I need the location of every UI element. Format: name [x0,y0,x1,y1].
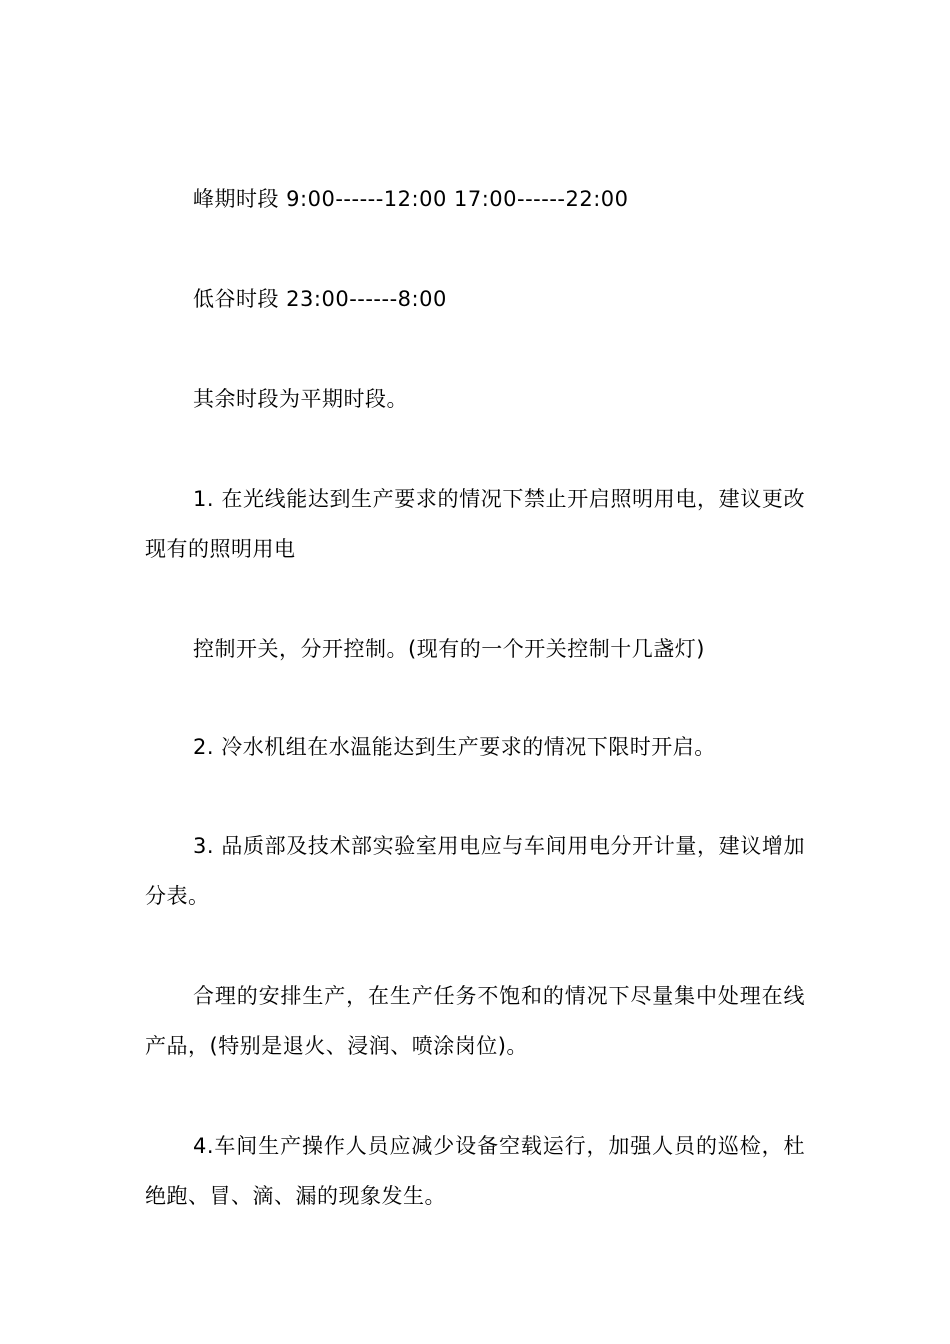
item-1-continuation-paragraph: 控制开关，分开控制。(现有的一个开关控制十几盏灯) [193,637,705,661]
flat-hours-paragraph: 其余时段为平期时段。 [193,387,408,411]
item-4-paragraph: 4.车间生产操作人员应减少设备空载运行，加强人员的巡检，杜绝跑、冒、滴、漏的现象发生。 [145,1134,805,1208]
peak-hours-paragraph: 峰期时段 9:00------12:00 17:00------22:00 [193,187,629,211]
production-arrangement-paragraph: 合理的安排生产，在生产任务不饱和的情况下尽量集中处理在线产品，(特别是退火、浸润、喷涂岗位)。 [145,984,805,1058]
valley-hours-paragraph: 低谷时段 23:00------8:00 [193,287,447,311]
item-2-paragraph: 2. 冷水机组在水温能达到生产要求的情况下限时开启。 [193,735,716,759]
item-3-paragraph: 3. 品质部及技术部实验室用电应与车间用电分开计量，建议增加分表。 [145,834,805,908]
item-1-paragraph: 1. 在光线能达到生产要求的情况下禁止开启照明用电，建议更改现有的照明用电 [145,487,805,561]
